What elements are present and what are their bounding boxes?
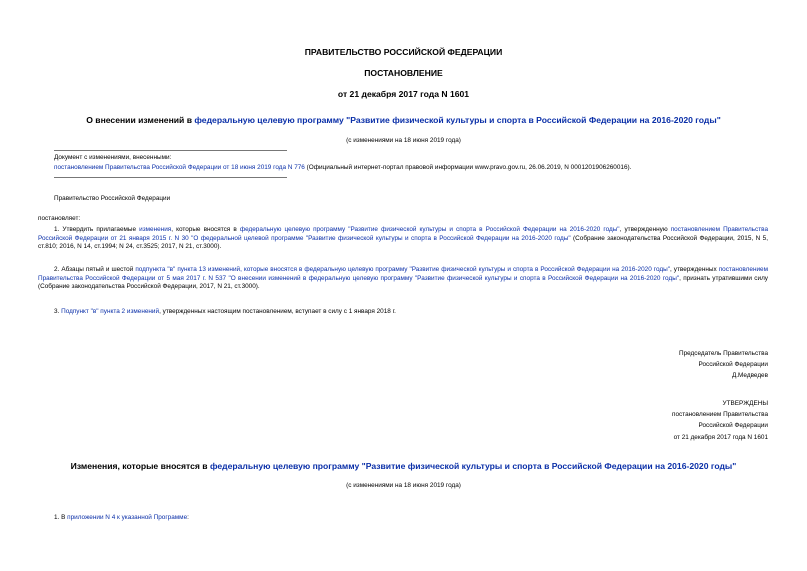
approved-line-2: постановлением Правительства (672, 411, 768, 419)
paragraph-1: 1. Утвердить прилагаемые изменения, которые вносятся в федеральную целевую программу "Развитие физической культуры и спорта в Российской Федерации на 2016-2020 годы", утвержденную постановлением Правительства Российской Федерации от 21 января 2015 г. N 30 "О федеральной целевой программе "Развитие физической культуры и спорта в Российской Федерации на 2016-2020 годы" (Собрание законодательства Российской Федерации, 2015, N 5, ст.810; 2016, N 14, ст.1994; N 24, ст.3525; 2017, N 21, ст.3000). (38, 226, 769, 251)
item-1: 1. В приложении N 4 к указанной Программе: (54, 514, 189, 521)
amend-source-tail: (Официальный интернет-портал правовой информации www.pravo.gov.ru, 26.06.2019, N 0001201906260016). (304, 164, 632, 171)
approved-block (672, 398, 768, 443)
program-link-2[interactable]: федеральную целевую программу "Развитие физической культуры и спорта в Российской Федерации на 2016-2020 годы" (239, 226, 620, 233)
changes-title-prefix: Изменения, которые вносятся в (70, 461, 210, 471)
changes-program-link[interactable]: федеральную целевую программу "Развитие физической культуры и спорта в Российской Федерации на 2016-2020 годы" (209, 461, 737, 471)
doc-type-heading: ПОСТАНОВЛЕНИЕ (364, 68, 443, 78)
org-heading: ПРАВИТЕЛЬСТВО РОССИЙСКОЙ ФЕДЕРАЦИИ (304, 47, 503, 57)
approved-line-4: от 21 декабря 2017 года N 1601 (673, 433, 768, 441)
signature-line-1: Председатель Правительства (679, 350, 768, 357)
title-prefix: О внесении изменений в (86, 115, 195, 125)
paragraph-3: 3. Подпункт "в" пункта 2 изменений, утвержденных настоящим постановлением, вступает в силу с 1 января 2018 г. (54, 308, 396, 315)
decides-line: постановляет: (38, 215, 81, 222)
approved-line-3: Российской Федерации (698, 422, 768, 430)
decree-537-link[interactable]: постановлением Правительства Российской Федерации от 5 мая 2017 г. N 537 "О внесении изменений в федеральную целевую программу "Развитие физической культуры и спорта в Российской Федерации на 2016-2020 годы" (38, 266, 768, 282)
document-title (0, 115, 807, 125)
decree-30-link[interactable]: постановлением Правительства Российской Федерации от 21 января 2015 г. N 30 "О федеральной целевой программе "Развитие физической культуры и спорта в Российской Федерации на 2016-2020 годы" (38, 226, 769, 242)
signature-block (679, 348, 768, 382)
appendix-4-link[interactable]: приложении N 4 к указанной Программе (67, 514, 188, 521)
changes-title (0, 461, 807, 471)
divider-top (54, 150, 287, 151)
changes-amended-note: (с изменениями на 18 июня 2019 года) (346, 482, 461, 489)
paragraph-2: 2. Абзацы пятый и шестой подпункта "в" пункта 13 изменений, которые вносятся в федеральную целевую программу "Развитие физической культуры и спорта в Российской Федерации на 2016-2020 годы", утвержденных постановлением Правительства Российской Федерации от 5 мая 2017 г. N 537 "О внесении изменений в федеральную целевую программу "Развитие физической культуры и спорта в Российской Федерации на 2016-2020 годы", признать утратившими силу (Собрание законодательства Российской Федерации, 2017, N 21, ст.3000). (38, 266, 768, 291)
signature-line-3: Д.Медведев (731, 372, 768, 380)
government-line: Правительство Российской Федерации (54, 195, 171, 202)
amend-source (54, 164, 631, 173)
amend-label: Документ с изменениями, внесенными: (54, 154, 172, 161)
amended-note: (с изменениями на 18 июня 2019 года) (346, 137, 461, 144)
program-link[interactable]: федеральную целевую программу "Развитие физической культуры и спорта в Российской Федерации на 2016-2020 годы" (194, 115, 721, 125)
subpoint-2-link[interactable]: Подпункт "в" пункта 2 изменений (61, 308, 160, 315)
divider-bottom (54, 177, 287, 178)
signature-line-2: Российской Федерации (698, 361, 768, 369)
changes-link[interactable]: изменения (139, 226, 172, 233)
date-heading: от 21 декабря 2017 года N 1601 (337, 89, 470, 99)
subpoint-13-link[interactable]: подпункта "в" пункта 13 изменений, которые вносятся в федеральную целевую программу "Развитие физической культуры и спорта в Российской Федерации на 2016-2020 годы" (135, 266, 670, 273)
approved-line-1: УТВЕРЖДЕНЫ (722, 400, 768, 407)
amend-decree-link[interactable]: постановлением Правительства Российской Федерации от 18 июня 2019 года N 776 (54, 164, 305, 171)
